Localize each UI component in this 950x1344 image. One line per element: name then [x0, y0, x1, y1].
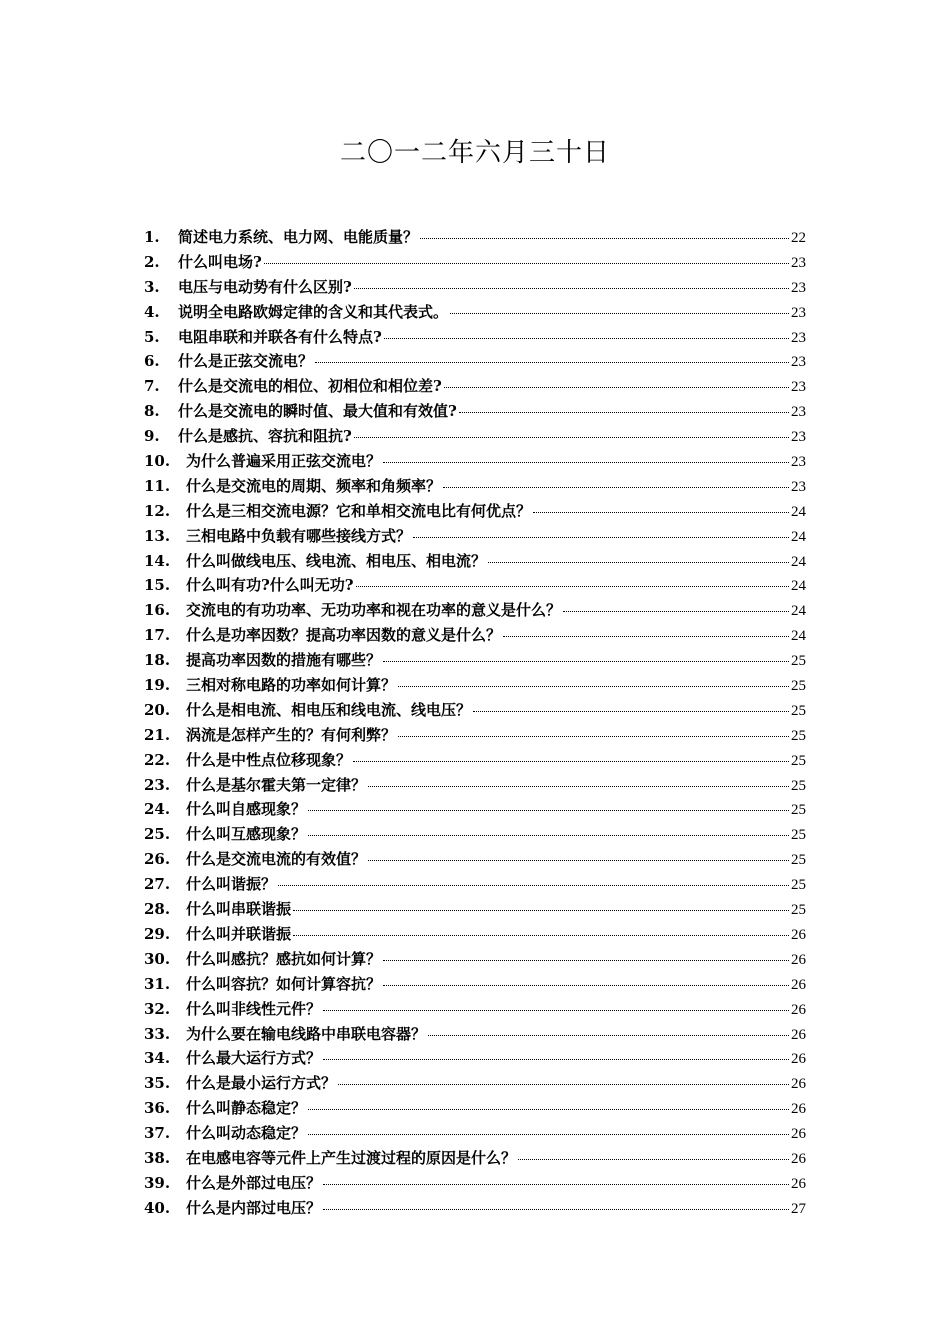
- toc-entry-page-number: 24: [791, 578, 806, 595]
- toc-entry[interactable]: [144, 500, 806, 525]
- toc-entry-page-number: 25: [791, 752, 806, 769]
- toc-entry-title[interactable]: 什么是交流电流的有效值？: [186, 850, 367, 869]
- toc-entry-number: 39.: [144, 1173, 171, 1192]
- toc-dot-leader: [353, 761, 789, 762]
- toc-dot-leader: [443, 487, 789, 488]
- toc-entry-page-number: 26: [791, 951, 806, 968]
- toc-entry-title[interactable]: 什么叫串联谐振: [186, 900, 292, 919]
- toc-dot-leader: [473, 711, 789, 712]
- toc-dot-leader: [398, 736, 789, 737]
- toc-entry-number: 33.: [144, 1024, 171, 1043]
- toc-entry-title[interactable]: 简述电力系统、电力网、电能质量？: [178, 228, 419, 246]
- toc-entry-title[interactable]: 提高功率因数的措施有哪些？: [186, 651, 382, 670]
- toc-entry[interactable]: [144, 1023, 806, 1048]
- toc-entry-title[interactable]: 为什么普遍采用正弦交流电？: [186, 452, 382, 471]
- toc-entry-page-number: 26: [791, 1126, 806, 1143]
- toc-entry-number: 9.: [144, 427, 160, 446]
- toc-entry-title[interactable]: 什么是功率因数？提高功率因数的意义是什么？: [186, 626, 502, 645]
- toc-entry-page-number: 26: [791, 926, 806, 943]
- toc-entry-title[interactable]: 什么是相电流、相电压和线电流、线电压？: [186, 700, 472, 719]
- toc-entry-number: 30.: [144, 949, 171, 968]
- toc-entry-number: 40.: [144, 1198, 171, 1217]
- toc-entry-number: 35.: [144, 1074, 171, 1093]
- toc-dot-leader: [356, 586, 789, 587]
- toc-entry-title[interactable]: 三相电路中负载有哪些接线方式？: [186, 526, 412, 545]
- toc-entry-number: 31.: [144, 974, 171, 993]
- toc-dot-leader: [323, 1010, 789, 1011]
- toc-dot-leader: [428, 1035, 789, 1036]
- toc-dot-leader: [354, 288, 789, 289]
- toc-entry-number: 10.: [144, 452, 171, 471]
- toc-entry-title[interactable]: 涡流是怎样产生的？有何利弊？: [186, 725, 397, 744]
- toc-entry[interactable]: [144, 375, 806, 400]
- toc-dot-leader: [368, 860, 789, 861]
- toc-entry-page-number: 23: [791, 429, 806, 446]
- toc-dot-leader: [293, 910, 789, 911]
- toc-dot-leader: [420, 238, 789, 239]
- toc-dot-leader: [308, 1109, 789, 1110]
- toc-entry-title[interactable]: 什么叫互感现象？: [186, 825, 307, 844]
- toc-entry-page-number: 23: [791, 329, 806, 346]
- toc-dot-leader: [338, 1084, 789, 1085]
- toc-entry-page-number: 26: [791, 1175, 806, 1192]
- toc-entry-page-number: 25: [791, 902, 806, 919]
- toc-dot-leader: [503, 636, 789, 637]
- toc-entry-page-number: 24: [791, 503, 806, 520]
- toc-entry-page-number: 23: [791, 478, 806, 495]
- toc-entry-title[interactable]: 什么叫非线性元件？: [186, 999, 322, 1018]
- toc-entry-number: 26.: [144, 850, 171, 869]
- toc-entry-number: 38.: [144, 1148, 171, 1167]
- toc-entry-page-number: 26: [791, 1076, 806, 1093]
- toc-entry-number: 14.: [144, 551, 171, 570]
- toc-entry-title[interactable]: 什么叫谐振？: [186, 875, 277, 894]
- toc-entry-title[interactable]: 什么叫电场?: [178, 252, 262, 271]
- toc-entry[interactable]: [144, 998, 806, 1023]
- toc-entry-title[interactable]: 说明全电路欧姆定律的含义和其代表式。: [178, 302, 449, 321]
- toc-dot-leader: [383, 661, 789, 662]
- toc-entry[interactable]: [144, 1072, 806, 1097]
- toc-entry-title[interactable]: 什么叫并联谐振: [186, 924, 292, 943]
- toc-entry-page-number: 25: [791, 852, 806, 869]
- toc-dot-leader: [383, 960, 789, 961]
- toc-entry-number: 6.: [144, 352, 160, 371]
- toc-entry-number: 2.: [144, 252, 160, 271]
- table-of-contents: [144, 226, 806, 1222]
- toc-dot-leader: [315, 362, 789, 363]
- toc-entry[interactable]: [144, 1122, 806, 1147]
- toc-entry-title[interactable]: 什么是交流电的瞬时值、最大值和有效值?: [178, 402, 457, 421]
- toc-entry-page-number: 23: [791, 279, 806, 296]
- toc-entry-title[interactable]: 什么是正弦交流电？: [178, 352, 314, 371]
- toc-entry-number: 17.: [144, 626, 171, 645]
- toc-entry-page-number: 23: [791, 404, 806, 421]
- toc-entry-number: 11.: [144, 476, 171, 495]
- toc-entry[interactable]: [144, 923, 806, 948]
- toc-entry[interactable]: [144, 1172, 806, 1197]
- toc-entry[interactable]: [144, 350, 806, 375]
- toc-entry-page-number: 23: [791, 379, 806, 396]
- toc-entry[interactable]: [144, 699, 806, 724]
- toc-entry[interactable]: [144, 724, 806, 749]
- toc-entry-page-number: 23: [791, 304, 806, 321]
- toc-entry-number: 21.: [144, 725, 171, 744]
- toc-entry-number: 5.: [144, 327, 160, 346]
- toc-entry-title[interactable]: 在电感电容等元件上产生过渡过程的原因是什么？: [186, 1148, 517, 1167]
- toc-entry[interactable]: [144, 301, 806, 326]
- toc-entry[interactable]: [144, 649, 806, 674]
- toc-dot-leader: [308, 810, 789, 811]
- toc-entry-number: 7.: [144, 377, 160, 396]
- toc-entry-page-number: 26: [791, 1001, 806, 1018]
- toc-dot-leader: [278, 885, 789, 886]
- toc-entry-number: 28.: [144, 900, 171, 919]
- toc-entry[interactable]: [144, 1197, 806, 1222]
- toc-entry[interactable]: [144, 400, 806, 425]
- toc-entry[interactable]: [144, 848, 806, 873]
- toc-entry-page-number: 26: [791, 1101, 806, 1118]
- toc-entry-page-number: 24: [791, 528, 806, 545]
- toc-dot-leader: [308, 835, 789, 836]
- toc-entry-number: 36.: [144, 1099, 171, 1118]
- toc-entry-number: 24.: [144, 800, 171, 819]
- toc-entry[interactable]: [144, 749, 806, 774]
- toc-entry-page-number: 25: [791, 727, 806, 744]
- toc-entry-page-number: 26: [791, 1051, 806, 1068]
- toc-entry-page-number: 25: [791, 877, 806, 894]
- toc-entry-page-number: 26: [791, 976, 806, 993]
- toc-entry[interactable]: [144, 550, 806, 575]
- toc-entry-page-number: 26: [791, 1150, 806, 1167]
- toc-entry-number: 37.: [144, 1124, 171, 1143]
- toc-entry-number: 25.: [144, 825, 171, 844]
- toc-entry-title[interactable]: 什么是交流电的周期、频率和角频率？: [186, 476, 442, 495]
- toc-entry-number: 27.: [144, 875, 171, 894]
- toc-entry[interactable]: [144, 599, 806, 624]
- toc-dot-leader: [459, 412, 789, 413]
- toc-dot-leader: [323, 1059, 789, 1060]
- toc-entry[interactable]: [144, 1047, 806, 1072]
- toc-entry[interactable]: [144, 798, 806, 823]
- toc-entry-title[interactable]: 三相对称电路的功率如何计算？: [186, 676, 397, 695]
- toc-entry[interactable]: [144, 624, 806, 649]
- toc-entry-page-number: 27: [791, 1200, 806, 1217]
- toc-entry[interactable]: [144, 276, 806, 301]
- toc-entry[interactable]: [144, 475, 806, 500]
- toc-entry[interactable]: [144, 525, 806, 550]
- toc-dot-leader: [518, 1159, 789, 1160]
- toc-entry-number: 18.: [144, 651, 171, 670]
- toc-entry-title[interactable]: 电阻串联和并联各有什么特点?: [178, 327, 382, 346]
- toc-entry-number: 29.: [144, 924, 171, 943]
- toc-dot-leader: [308, 1134, 789, 1135]
- toc-entry-page-number: 23: [791, 354, 806, 371]
- toc-entry-number: 12.: [144, 501, 171, 520]
- toc-entry[interactable]: [144, 823, 806, 848]
- toc-entry-number: 3.: [144, 277, 160, 296]
- toc-entry[interactable]: [144, 226, 806, 251]
- toc-entry-title[interactable]: 什么是三相交流电源？它和单相交流电比有何优点？: [186, 501, 532, 520]
- toc-entry[interactable]: [144, 450, 806, 475]
- toc-entry-title[interactable]: 什么叫有功?什么叫无功?: [186, 576, 354, 595]
- toc-dot-leader: [368, 786, 789, 787]
- toc-entry-number: 32.: [144, 999, 171, 1018]
- toc-entry-number: 20.: [144, 700, 171, 719]
- toc-entry-page-number: 22: [791, 230, 806, 246]
- toc-dot-leader: [563, 611, 789, 612]
- toc-entry-title[interactable]: 什么是外部过电压？: [186, 1173, 322, 1192]
- toc-entry-number: 19.: [144, 676, 171, 695]
- toc-entry-page-number: 24: [791, 603, 806, 620]
- toc-entry[interactable]: [144, 1147, 806, 1172]
- toc-entry-number: 13.: [144, 526, 171, 545]
- toc-entry-title[interactable]: 什么是中性点位移现象？: [186, 750, 352, 769]
- toc-entry-page-number: 24: [791, 628, 806, 645]
- toc-dot-leader: [383, 985, 789, 986]
- toc-entry-title[interactable]: 为什么要在输电线路中串联电容器？: [186, 1024, 427, 1043]
- toc-entry-title[interactable]: 电压与电动势有什么区别?: [178, 277, 352, 296]
- toc-entry-title[interactable]: 什么叫自感现象？: [186, 800, 307, 819]
- toc-entry[interactable]: [144, 1097, 806, 1122]
- toc-entry[interactable]: [144, 251, 806, 276]
- toc-entry-title[interactable]: 什么叫静态稳定？: [186, 1099, 307, 1118]
- toc-dot-leader: [354, 437, 789, 438]
- toc-entry[interactable]: [144, 774, 806, 799]
- toc-entry-title[interactable]: 什么是基尔霍夫第一定律？: [186, 775, 367, 794]
- toc-entry-title[interactable]: 什么是内部过电压？: [186, 1198, 322, 1217]
- toc-entry[interactable]: [144, 873, 806, 898]
- toc-dot-leader: [323, 1209, 789, 1210]
- toc-entry-title[interactable]: 交流电的有功功率、无功功率和视在功率的意义是什么？: [186, 601, 562, 620]
- toc-dot-leader: [450, 313, 789, 314]
- toc-entry-number: 34.: [144, 1049, 171, 1068]
- toc-entry[interactable]: [144, 973, 806, 998]
- toc-entry-page-number: 25: [791, 702, 806, 719]
- date-heading: 二〇一二年六月三十日: [339, 138, 610, 168]
- toc-entry-page-number: 25: [791, 678, 806, 695]
- toc-entry-page-number: 24: [791, 553, 806, 570]
- toc-dot-leader: [413, 537, 789, 538]
- toc-entry-page-number: 25: [791, 777, 806, 794]
- toc-entry-page-number: 25: [791, 827, 806, 844]
- toc-dot-leader: [533, 512, 789, 513]
- toc-entry-number: 23.: [144, 775, 171, 794]
- toc-entry-number: 4.: [144, 302, 160, 321]
- toc-entry-title[interactable]: 什么最大运行方式？: [186, 1049, 322, 1068]
- toc-entry-title[interactable]: 什么是最小运行方式？: [186, 1074, 337, 1093]
- toc-entry-title[interactable]: 什么叫感抗？感抗如何计算？: [186, 949, 382, 968]
- toc-entry-page-number: 25: [791, 802, 806, 819]
- toc-dot-leader: [488, 562, 789, 563]
- toc-entry-page-number: 23: [791, 254, 806, 271]
- toc-entry[interactable]: [144, 948, 806, 973]
- toc-entry-title[interactable]: 什么是交流电的相位、初相位和相位差?: [178, 377, 442, 396]
- toc-entry[interactable]: [144, 674, 806, 699]
- toc-entry[interactable]: [144, 326, 806, 351]
- toc-dot-leader: [398, 686, 789, 687]
- toc-entry-title[interactable]: 什么叫做线电压、线电流、相电压、相电流？: [186, 551, 487, 570]
- toc-entry-number: 8.: [144, 402, 160, 421]
- toc-entry-title[interactable]: 什么叫容抗？如何计算容抗？: [186, 974, 382, 993]
- toc-entry-page-number: 25: [791, 653, 806, 670]
- toc-entry-page-number: 23: [791, 454, 806, 471]
- toc-entry[interactable]: [144, 574, 806, 599]
- toc-dot-leader: [444, 387, 789, 388]
- toc-dot-leader: [264, 263, 789, 264]
- toc-dot-leader: [383, 462, 789, 463]
- toc-entry-number: 22.: [144, 750, 171, 769]
- toc-entry-title[interactable]: 什么是感抗、容抗和阻抗?: [178, 427, 352, 446]
- toc-entry-title[interactable]: 什么叫动态稳定？: [186, 1124, 307, 1143]
- toc-entry-number: 16.: [144, 601, 171, 620]
- toc-entry[interactable]: [144, 898, 806, 923]
- toc-entry-number: 1.: [144, 228, 160, 246]
- toc-entry-page-number: 26: [791, 1026, 806, 1043]
- toc-entry-number: 15.: [144, 576, 171, 595]
- toc-dot-leader: [384, 338, 789, 339]
- toc-dot-leader: [323, 1184, 789, 1185]
- toc-dot-leader: [293, 935, 789, 936]
- toc-entry[interactable]: [144, 425, 806, 450]
